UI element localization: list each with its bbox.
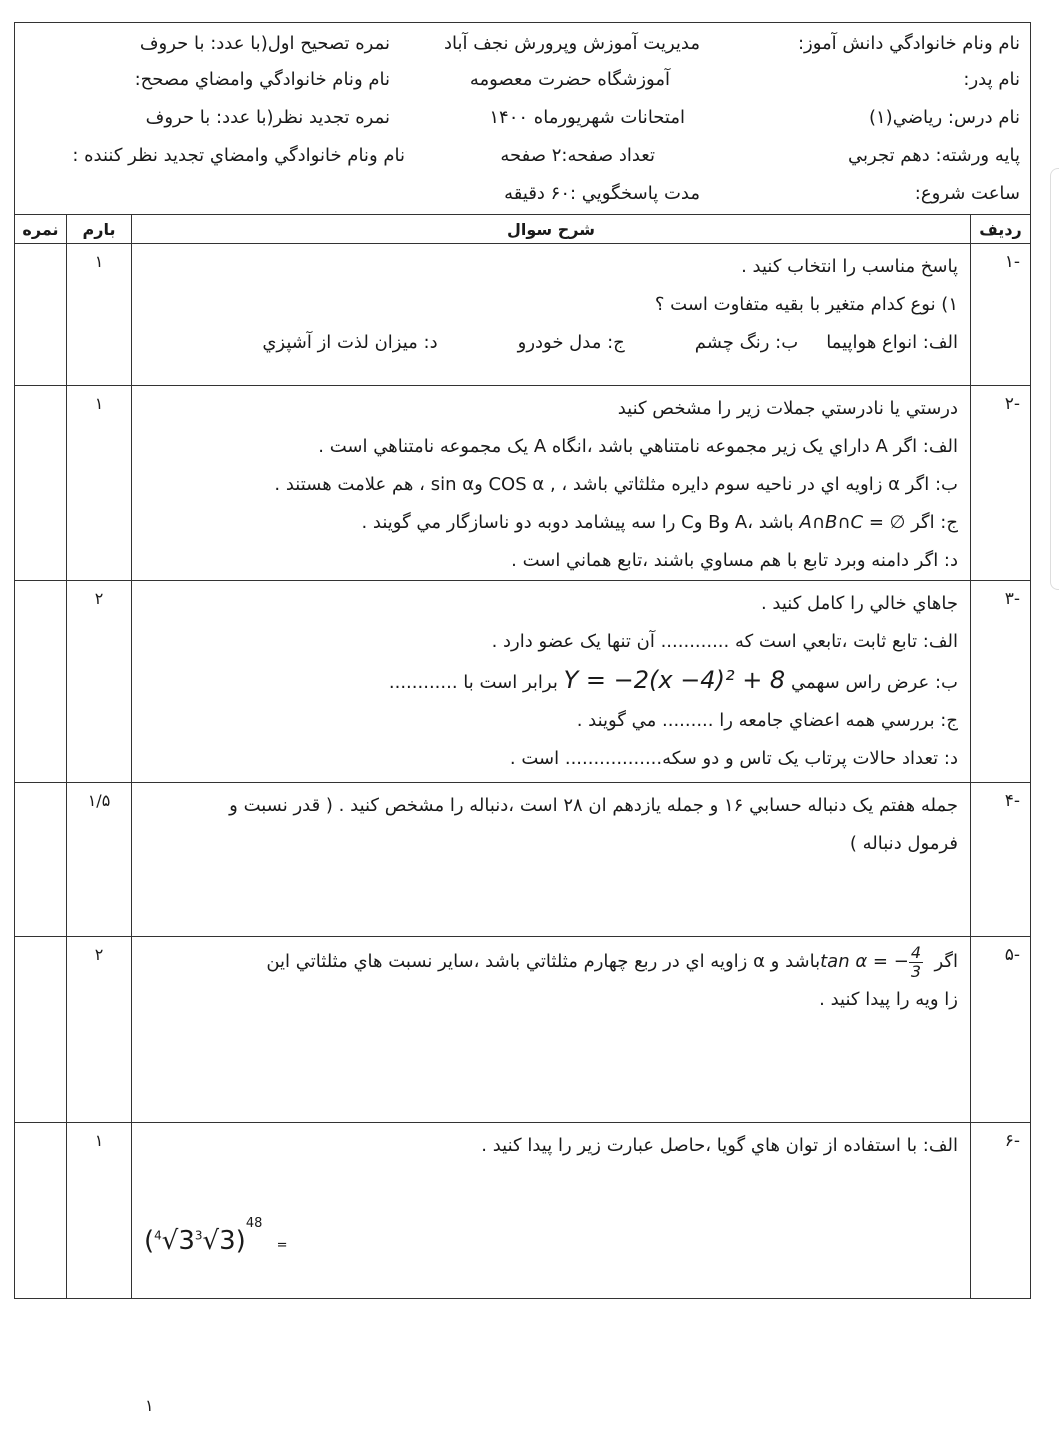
- parabola-equation: Y = −2(x −4)² + 8: [563, 666, 786, 694]
- question-score: ۲: [67, 581, 132, 783]
- tan-lhs: tan α = −: [820, 951, 909, 972]
- col-row-header: رديف: [971, 215, 1031, 244]
- question-number: -۵: [971, 937, 1031, 1123]
- table-row: [15, 937, 1031, 1123]
- grade-label: پايه ورشته: دهم تجربي: [848, 145, 1020, 166]
- office-name: مديريت آموزش وپرورش نجف آباد: [444, 33, 700, 54]
- statement-a: الف: اگر A داراي يک زير مجموعه نامتناهي باشد ،انگاه A يک مجموعه نامتناهي است .: [318, 436, 958, 457]
- fraction: [909, 944, 923, 981]
- statement-c: [142, 504, 958, 542]
- review-grade-label: نمره تجديد نظر(با عدد: با حروف: [145, 107, 390, 128]
- fraction-numerator: 4: [910, 942, 922, 962]
- grade-cell: [15, 386, 67, 581]
- close-paren: ): [235, 1226, 246, 1256]
- page-edge-scroll-indicator: [1050, 168, 1059, 590]
- table-row: [15, 386, 1031, 581]
- grade-cell: [15, 1123, 67, 1299]
- radical-expression: [144, 1205, 288, 1265]
- question-score: ۱: [67, 386, 132, 581]
- question-pre: اگر: [934, 951, 958, 972]
- exam-header: [14, 22, 1031, 215]
- question-text: الف: با استفاده از توان هاي گويا ،حاصل عبارت زير را پيدا كنيد .: [481, 1135, 958, 1156]
- questions-table: [14, 214, 1031, 1299]
- question-text: [142, 943, 958, 981]
- duration-label: مدت پاسخگويي :۶۰ دقيقه: [504, 183, 700, 204]
- blank-a: الف: تابع ثابت ،تابعي است كه ............ آن تنها يک عضو دارد .: [491, 631, 958, 652]
- school-name: آموزشگاه حضرت معصومه: [469, 69, 670, 90]
- table-row: [15, 1123, 1031, 1299]
- question-number: -۳: [971, 581, 1031, 783]
- options-row: [142, 324, 958, 362]
- subject-label: نام درس: رياضي(۱): [868, 107, 1020, 128]
- exponent: 48: [245, 1216, 263, 1231]
- question-2: [132, 386, 971, 581]
- question-3: [132, 581, 971, 783]
- table-header-row: [15, 215, 1031, 244]
- reviewer-label: نام ونام خانوادگي وامضاي تجديد نظر كننده :: [72, 145, 405, 166]
- equals-sign: =: [276, 1238, 288, 1253]
- question-4: [132, 783, 971, 937]
- question-5: [132, 937, 971, 1123]
- col-desc-header: شرح سوال: [132, 215, 971, 244]
- grade-cell: [15, 581, 67, 783]
- question-1: [132, 244, 971, 386]
- statement-c-pre: ج: اگر: [911, 512, 958, 533]
- student-name-label: نام ونام خانوادگي دانش آموز:: [797, 33, 1020, 54]
- blank-d: د: تعداد حالات پرتاب يک تاس و دو سكه................. است .: [509, 748, 958, 769]
- question-score: ۱: [67, 244, 132, 386]
- table-row: [15, 244, 1031, 386]
- father-name-label: نام پدر:: [963, 69, 1020, 90]
- question-text: ۱) نوع كدام متغير با بقيه متفاوت است ؟: [654, 294, 958, 315]
- question-number: -۲: [971, 386, 1031, 581]
- root-base: √3: [161, 1226, 195, 1256]
- question-score: ۱/۵: [67, 783, 132, 937]
- grade-cell: [15, 937, 67, 1123]
- blank-c: ج: بررسي همه اعضاي جامعه را ......... مي گويند .: [576, 710, 958, 731]
- question-text-cont: زا ويه را پيدا كنيد .: [819, 989, 958, 1010]
- option-a: الف: انواع هواپيما: [826, 332, 958, 353]
- question-score: ۲: [67, 937, 132, 1123]
- table-row: [15, 783, 1031, 937]
- inner-root: √3: [202, 1226, 236, 1256]
- grade-cell: [15, 244, 67, 386]
- question-text: جمله هفتم يک دنباله حسابي ۱۶ و جمله يازدهم ان ۲۸ است ،دنباله را مشخص كنيد . ( قدر نسبت و: [229, 795, 958, 816]
- page-number: ۱: [145, 1396, 154, 1415]
- corrector-label: نام ونام خانوادگي وامضاي مصحح:: [134, 69, 390, 90]
- question-intro: پاسخ مناسب را انتخاب كنيد .: [741, 256, 958, 277]
- page-count: تعداد صفحه:۲ صفحه: [500, 145, 655, 166]
- col-grade-header: نمره: [15, 215, 67, 244]
- tan-equation: [820, 942, 929, 981]
- statement-b: ب: اگر α زاويه اي در ناحيه سوم دايره مثلثاتي باشد ، , COS α وsin α ، هم علامت هستند .: [274, 474, 958, 495]
- question-post: باشد و α زاويه اي در ربع چهارم مثلثاتي باشد ،ساير نسبت هاي مثلثاتي اين: [266, 951, 821, 972]
- root-index: 4: [154, 1228, 162, 1243]
- question-intro: جاهاي خالي را كامل كنيد .: [760, 593, 958, 614]
- option-d: د: ميزان لذت از آشپزي: [262, 332, 438, 353]
- grade-cell: [15, 783, 67, 937]
- question-text-cont: فرمول دنباله ): [849, 833, 958, 854]
- statement-d: د: اگر دامنه وبرد تابع با هم مساوي باشند ،تابع هماني است .: [511, 550, 958, 571]
- blank-b: [142, 661, 958, 702]
- open-paren: (: [144, 1226, 155, 1256]
- col-score-header: بارم: [67, 215, 132, 244]
- set-intersection-math: A∩B∩C = ∅: [799, 512, 906, 533]
- statement-c-post: باشد ،A وB وC را سه پيشامد دوبه دو ناسازگار مي گويند .: [361, 512, 794, 533]
- option-b: ب: رنگ چشم: [694, 332, 799, 353]
- option-c: ج: مدل خودرو: [517, 332, 625, 353]
- blank-b-post: برابر است با ............: [388, 672, 558, 693]
- question-number: -۶: [971, 1123, 1031, 1299]
- question-number: -۱: [971, 244, 1031, 386]
- question-number: -۴: [971, 783, 1031, 937]
- question-intro: درستي يا نادرستي جملات زير را مشخص كنيد: [617, 398, 958, 419]
- table-row: [15, 581, 1031, 783]
- fraction-denominator: 3: [910, 961, 922, 981]
- start-time-label: ساعت شروع:: [914, 183, 1020, 204]
- question-score: ۱: [67, 1123, 132, 1299]
- first-grade-label: نمره تصحيح اول(با عدد: با حروف: [139, 33, 390, 54]
- question-6: [132, 1123, 971, 1299]
- exam-page: [14, 22, 1031, 1299]
- blank-b-pre: ب: عرض راس سهمي: [790, 672, 958, 693]
- exam-title: امتحانات شهريورماه ۱۴۰۰: [489, 107, 685, 128]
- inner-root-index: 3: [194, 1228, 203, 1243]
